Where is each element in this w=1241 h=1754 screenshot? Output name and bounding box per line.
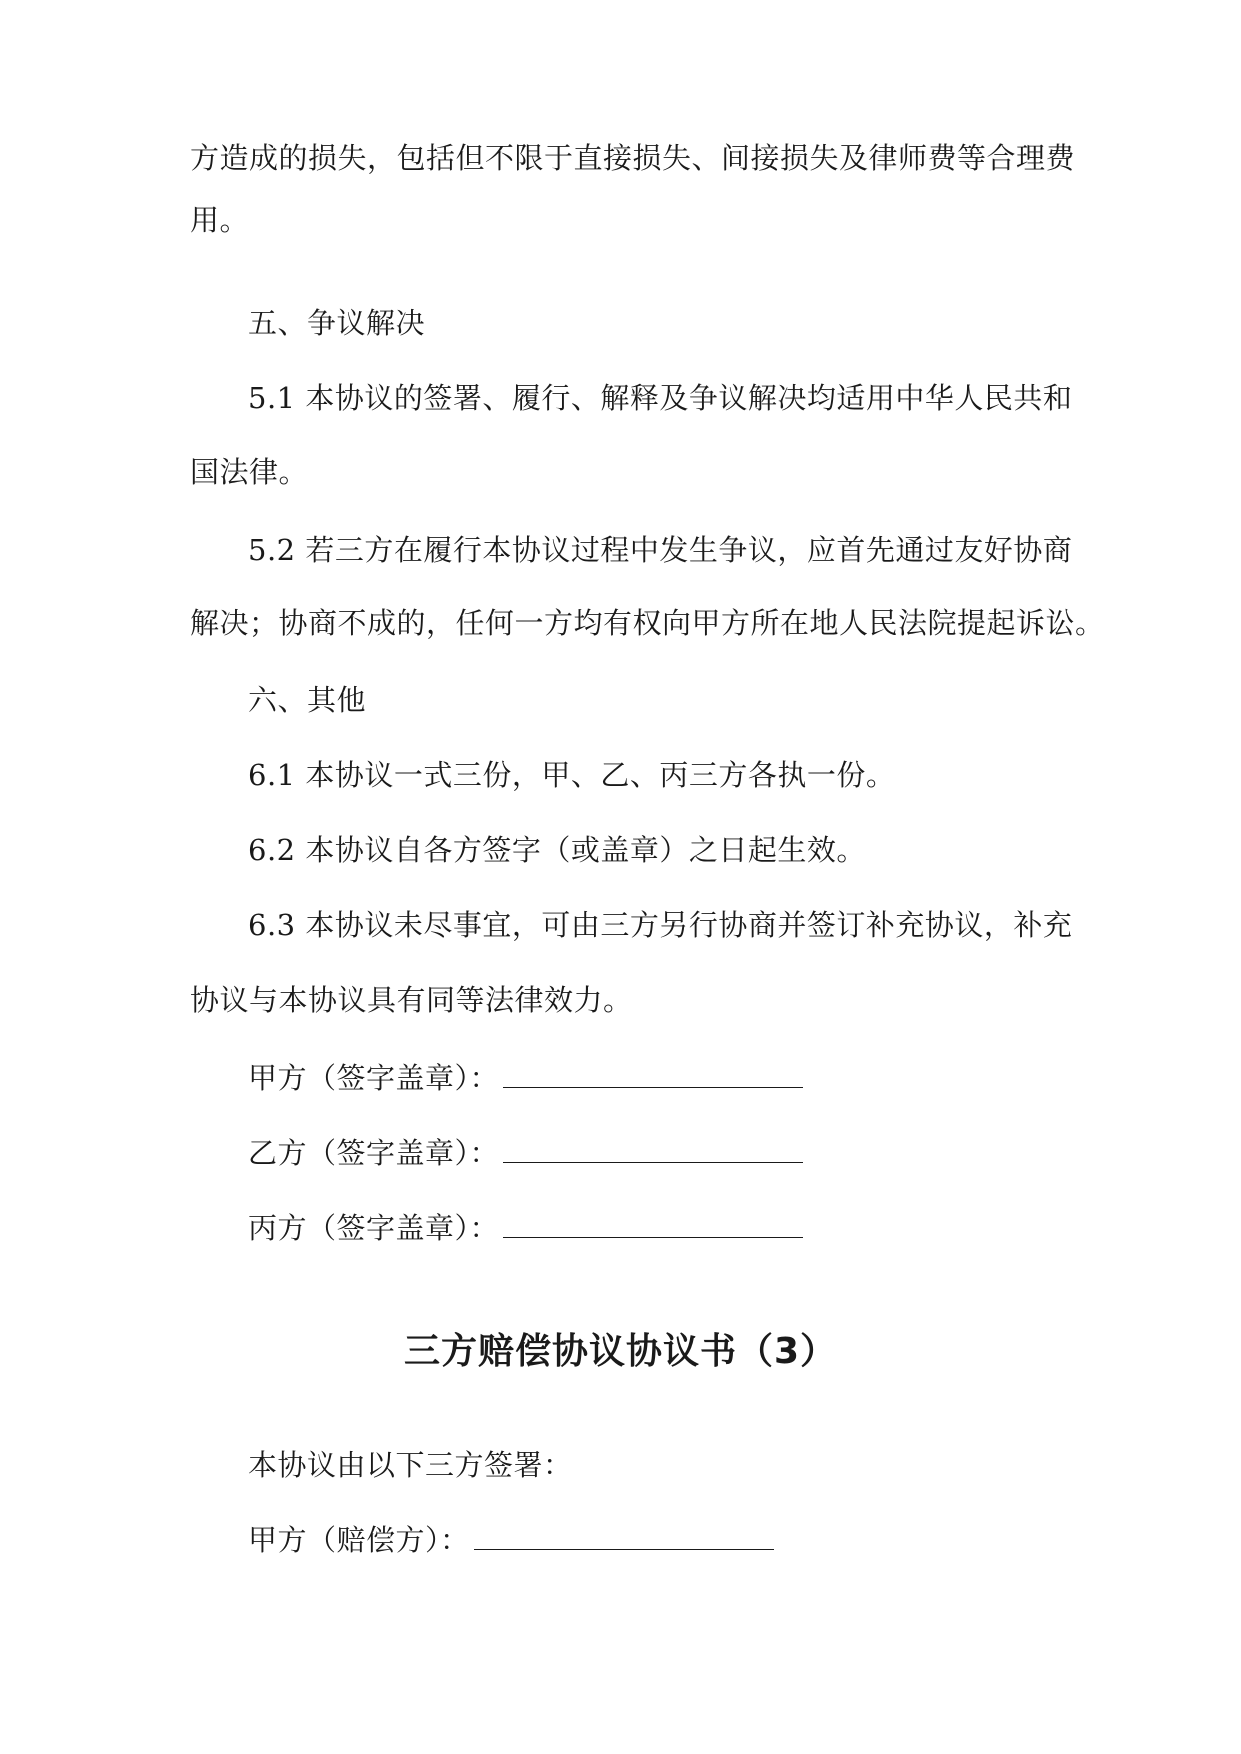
intro-line: 本协议由以下三方签署： [248,1448,573,1482]
party-a-line [248,1520,774,1560]
signature-blank[interactable] [503,1209,803,1238]
clause-5-2-cont: 解决；协商不成的，任何一方均有权向甲方所在地人民法院提起诉讼。 [190,606,1105,640]
signature-label: 甲方（签字盖章）： [248,1061,500,1095]
section-heading: 五、争议解决 [248,306,426,340]
signature-label: 丙方（签字盖章）： [248,1211,500,1245]
clause-6-2: 6.2 本协议自各方签字（或盖章）之日起生效。 [248,833,866,867]
paragraph-line: 用。 [190,203,250,237]
signature-blank[interactable] [503,1134,803,1163]
signature-line-party-a [248,1058,803,1098]
paragraph-line: 方造成的损失，包括但不限于直接损失、间接损失及律师费等合理费 [190,141,1076,175]
signature-blank[interactable] [503,1059,803,1088]
clause-5-2: 5.2 若三方在履行本协议过程中发生争议，应首先通过友好协商 [248,533,1073,567]
clause-5-1-cont: 国法律。 [190,455,309,489]
party-a-label: 甲方（赔偿方）： [248,1523,470,1557]
clause-5-1: 5.1 本协议的签署、履行、解释及争议解决均适用中华人民共和 [248,381,1073,415]
clause-6-1: 6.1 本协议一式三份，甲、乙、丙三方各执一份。 [248,758,896,792]
section-heading: 六、其他 [248,683,367,717]
clause-6-3: 6.3 本协议未尽事宜，可由三方另行协商并签订补充协议，补充 [248,908,1073,942]
signature-line-party-c [248,1208,803,1248]
clause-6-3-cont: 协议与本协议具有同等法律效力。 [190,983,633,1017]
signature-label: 乙方（签字盖章）： [248,1136,500,1170]
signature-line-party-b [248,1133,803,1173]
party-a-blank[interactable] [474,1521,774,1550]
document-title: 三方赔偿协议协议书（3） [403,1331,838,1372]
